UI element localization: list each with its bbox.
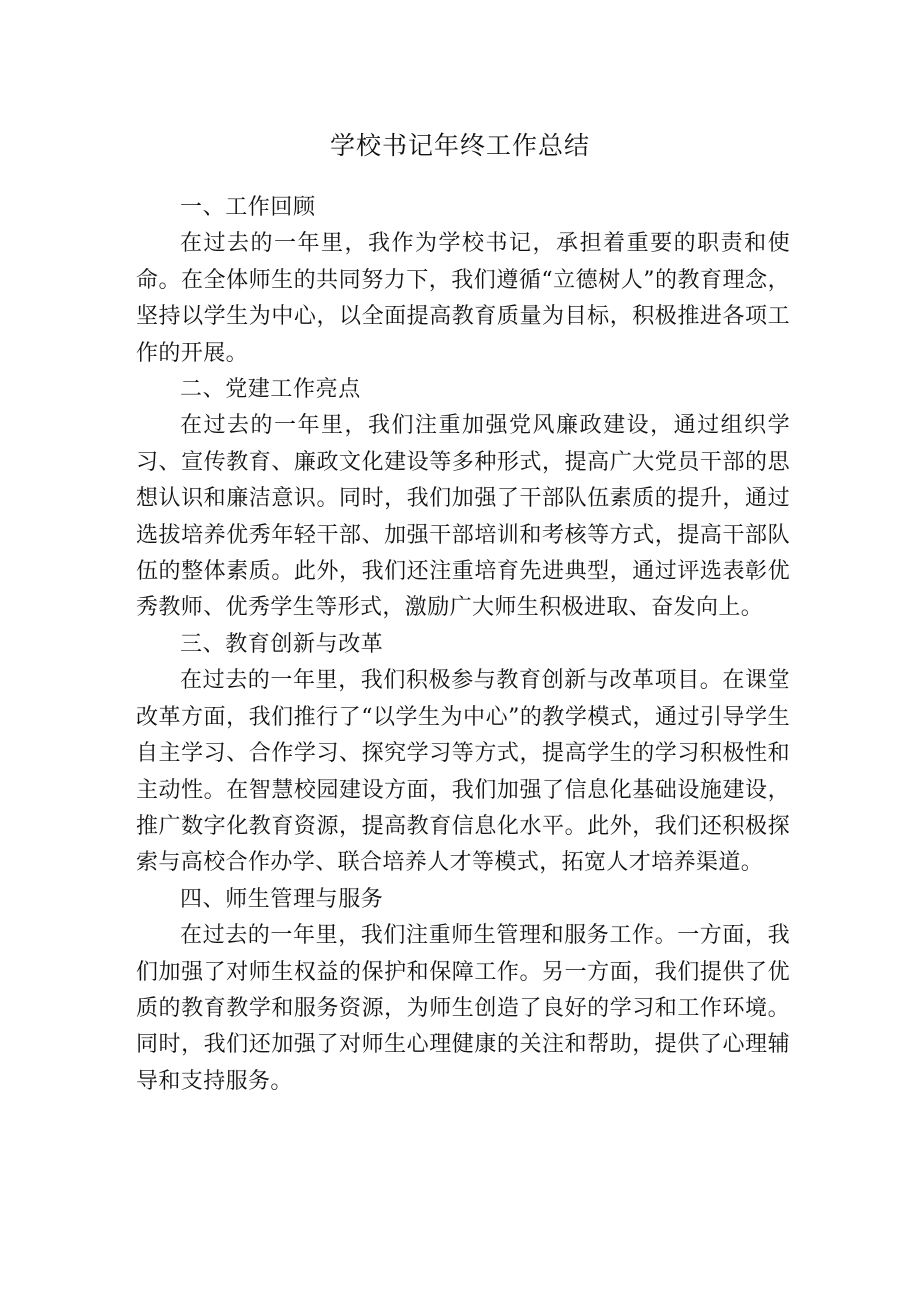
document-title: 学校书记年终工作总结 <box>329 131 590 160</box>
section-3-heading: 三、教育创新与改革 <box>180 631 384 657</box>
section-1-paragraph: 在过去的一年里，我作为学校书记，承担着重要的职责和使命。在全体师生的共同努力下，我们遵循“立德树人”的教育理念，坚持以学生为中心，以全面提高教育质量为目标，积极推进各项工作的开展。 <box>136 231 790 366</box>
section-1-heading: 一、工作回顾 <box>180 195 316 220</box>
section-3-paragraph: 在过去的一年里，我们积极参与教育创新与改革项目。在课堂改革方面，我们推行了“以学生为中心”的教学模式，通过引导学生自主学习、合作学习、探究学习等方式，提高学生的学习积极性和主动性。在智慧校园建设方面，我们加强了信息化基础设施建设，推广数字化教育资源，提高教育信息化水平。此外，我们还积极探索与高校合作办学、联合培养人才等模式，拓宽人才培养渠道。 <box>136 668 790 876</box>
section-4-paragraph: 在过去的一年里，我们注重师生管理和服务工作。一方面，我们加强了对师生权益的保护和保障工作。另一方面，我们提供了优质的教育教学和服务资源，为师生创造了良好的学习和工作环境。同时，我们还加强了对师生心理健康的关注和帮助，提供了心理辅导和支持服务。 <box>136 923 790 1094</box>
section-2-heading: 二、党建工作亮点 <box>180 377 361 403</box>
document-body <box>136 190 790 1100</box>
section-4-heading: 四、师生管理与服务 <box>180 886 384 912</box>
section-2-paragraph: 在过去的一年里，我们注重加强党风廉政建设，通过组织学习、宣传教育、廉政文化建设等多种形式，提高广大党员干部的思想认识和廉洁意识。同时，我们加强了干部队伍素质的提升，通过选拔培养优秀年轻干部、加强干部培训和考核等方式，提高干部队伍的整体素质。此外，我们还注重培育先进典型，通过评选表彰优秀教师、优秀学生等形式，激励广大师生积极进取、奋发向上。 <box>136 413 790 621</box>
